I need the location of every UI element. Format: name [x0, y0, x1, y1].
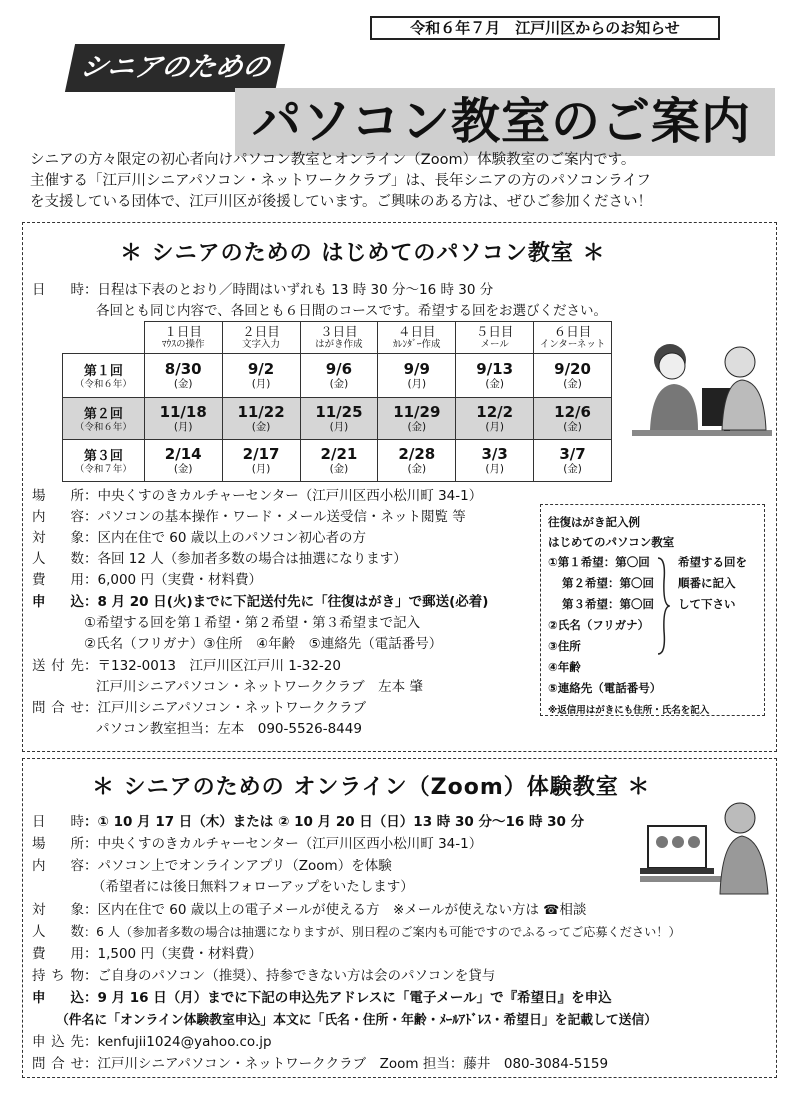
dateline: 令和６年７月 江戸川区からのお知らせ	[370, 16, 720, 40]
postcard-line: ④年齢	[548, 660, 581, 674]
label: 日 時	[32, 282, 84, 298]
day-header: ６日目 インターネット	[534, 322, 612, 354]
day-header: ２日目 文字入力	[222, 322, 300, 354]
date-cell: 11/18 (月)	[144, 398, 222, 440]
apply-item: ①希望する回を第１希望・第２希望・第３希望まで記入	[84, 615, 421, 631]
date-cell: 9/9 (月)	[378, 354, 456, 398]
postcard-note: ※返信用はがきにも住所・氏名を記入	[548, 705, 710, 716]
intro-line: 主催する「江戸川シニアパソコン・ネットワーククラブ」は、長年シニアの方のパソコンライフ	[30, 173, 651, 189]
course2-apply: 申 込：9 月 16 日（月）までに下記の申込先アドレスに「電子メール」で『希望日』を申込	[32, 990, 612, 1006]
phone-icon: ☎	[539, 903, 560, 918]
date-cell: 11/29 (金)	[378, 398, 456, 440]
page-title: パソコン教室のご案内	[252, 93, 752, 150]
table-row	[63, 354, 612, 398]
seniors-computer-illustration	[632, 338, 772, 448]
date-cell: 2/21 (金)	[300, 440, 378, 482]
postcard-line: ①第１希望：第〇回	[548, 555, 650, 569]
postcard-subtitle: はじめてのパソコン教室	[548, 535, 675, 549]
date-cell: 2/14 (金)	[144, 440, 222, 482]
course2-content-sub: （希望者には後日無料フォローアップをいたします）	[92, 879, 414, 895]
course2-bring: 持ち物：ご自身のパソコン（推奨）、持参できない方は会のパソコンを貸与	[32, 968, 496, 984]
postcard-side: して下さい	[678, 597, 736, 611]
date-cell: 9/13 (金)	[456, 354, 534, 398]
postcard-side: 順番に記入	[678, 576, 736, 590]
value: ：日程は下表のとおり／時間はいずれも 13 時 30 分〜16 時 30 分	[84, 282, 494, 298]
course2-heading: ＊ シニアのための オンライン（Zoom）体験教室 ＊	[92, 775, 651, 800]
date-cell: 11/22 (金)	[222, 398, 300, 440]
day-header: １日目 ﾏｳｽの操作	[144, 322, 222, 354]
senior-man-body	[650, 384, 698, 430]
date-cell: 12/6 (金)	[534, 398, 612, 440]
course2-capacity: 人 数：6 人（参加者多数の場合は抽選になりますが、別日程のご案内も可能ですのでふるってご応募ください！）	[32, 924, 681, 940]
course2-date: 日 時：① 10 月 17 日（木）または ② 10 月 20 日（日）13 時 30 分〜16 時 30 分	[32, 814, 585, 830]
senior-woman-head	[725, 347, 755, 377]
date-cell: 9/20 (金)	[534, 354, 612, 398]
course1-schedule	[32, 280, 493, 301]
detail-apply: 申 込：8 月 20 日(火)までに下記送付先に「往復はがき」で郵送(必着)	[32, 594, 489, 610]
day-header: ５日目 メール	[456, 322, 534, 354]
detail-send: 送付先：〒132-0013 江戸川区江戸川 1-32-20	[32, 658, 341, 674]
date-cell: 11/25 (月)	[300, 398, 378, 440]
postcard-line: ⑤連絡先（電話番号）	[548, 681, 662, 695]
postcard-line: ③住所	[548, 639, 581, 653]
course2-apply-sub: （件名に「オンライン体験教室申込」本文に「氏名・住所・年齢・ﾒｰﾙｱﾄﾞﾚｽ・希望日」を記載して送信）	[56, 1013, 658, 1028]
contact-line: パソコン教室担当：左本 090-5526-8449	[96, 721, 362, 737]
intro-text	[30, 150, 775, 213]
date-cell: 2/28 (金)	[378, 440, 456, 482]
desk	[632, 430, 772, 436]
apply-item: ②氏名（フリガナ）③住所 ④年齢 ⑤連絡先（電話番号）	[84, 636, 443, 652]
course2-fee: 費 用：1,500 円（実費・材料費）	[32, 946, 262, 962]
day-header: ４日目 ｶﾚﾝﾀﾞｰ作成	[378, 322, 456, 354]
course2-content: 内 容：パソコン上でオンラインアプリ（Zoom）を体験	[32, 858, 392, 874]
course1-schedule-note: 各回とも同じ内容で、各回とも６日間のコースです。希望する回をお選びください。	[96, 303, 607, 319]
date-cell: 3/7 (金)	[534, 440, 612, 482]
send-line: 江戸川シニアパソコン・ネットワーククラブ 左本 肇	[96, 679, 423, 695]
detail-contact: 問合せ：江戸川シニアパソコン・ネットワーククラブ	[32, 700, 367, 716]
course2-to: 申込先：kenfujii1024@yahoo.co.jp	[32, 1034, 272, 1050]
intro-line: を支援している団体で、江戸川区が後援しています。ご興味のある方は、ぜひご参加ください！	[30, 194, 653, 210]
date-cell: 9/2 (月)	[222, 354, 300, 398]
session-label: 第２回 （令和６年）	[63, 398, 145, 440]
session-label: 第３回 （令和７年）	[63, 440, 145, 482]
course1-heading: ＊ シニアのための はじめてのパソコン教室 ＊	[120, 241, 606, 266]
detail-target: 対 象：区内在住で 60 歳以上のパソコン初心者の方	[32, 530, 366, 546]
table-row	[63, 440, 612, 482]
postcard-side: 希望する回を	[678, 555, 747, 569]
postcard-line: ②氏名（フリガナ）	[548, 618, 650, 632]
detail-content: 内 容：パソコンの基本操作・ワード・メール送受信・ネット閲覧 等	[32, 509, 466, 525]
intro-line: シニアの方々限定の初心者向けパソコン教室とオンライン（Zoom）体験教室のご案内です。	[30, 152, 636, 168]
subtitle-banner: シニアのための	[65, 44, 285, 92]
day-header: ３日目 はがき作成	[300, 322, 378, 354]
date-cell: 3/3 (月)	[456, 440, 534, 482]
zoom-illustration	[640, 796, 772, 896]
course2-target: 対 象：区内在住で 60 歳以上の電子メールが使える方 ※メールが使えない方は ☎相談	[32, 902, 587, 918]
course2-contact: 問合せ：江戸川シニアパソコン・ネットワーククラブ Zoom 担当：藤井 080-3084-5159	[32, 1056, 609, 1072]
detail-fee: 費 用：6,000 円（実費・材料費）	[32, 572, 262, 588]
senior-woman-head	[725, 803, 755, 833]
corner-cell	[63, 322, 145, 354]
session-label: 第１回 （令和６年）	[63, 354, 145, 398]
postcard-line: 第３希望：第〇回	[562, 597, 654, 611]
course2-place: 場 所：中央くすのきカルチャーセンター（江戸川区西小松川町 34-1）	[32, 836, 483, 852]
table-row	[63, 398, 612, 440]
detail-capacity: 人 数：各回 12 人（参加者多数の場合は抽選になります）	[32, 551, 407, 567]
date-cell: 9/6 (金)	[300, 354, 378, 398]
date-cell: 2/17 (月)	[222, 440, 300, 482]
schedule-table	[62, 321, 612, 482]
postcard-line: 第２希望：第〇回	[562, 576, 654, 590]
detail-place: 場 所：中央くすのきカルチャーセンター（江戸川区西小松川町 34-1）	[32, 488, 483, 504]
date-cell: 12/2 (月)	[456, 398, 534, 440]
postcard-title: 往復はがき記入例	[548, 515, 640, 529]
brace-icon	[656, 556, 670, 656]
date-cell: 8/30 (金)	[144, 354, 222, 398]
